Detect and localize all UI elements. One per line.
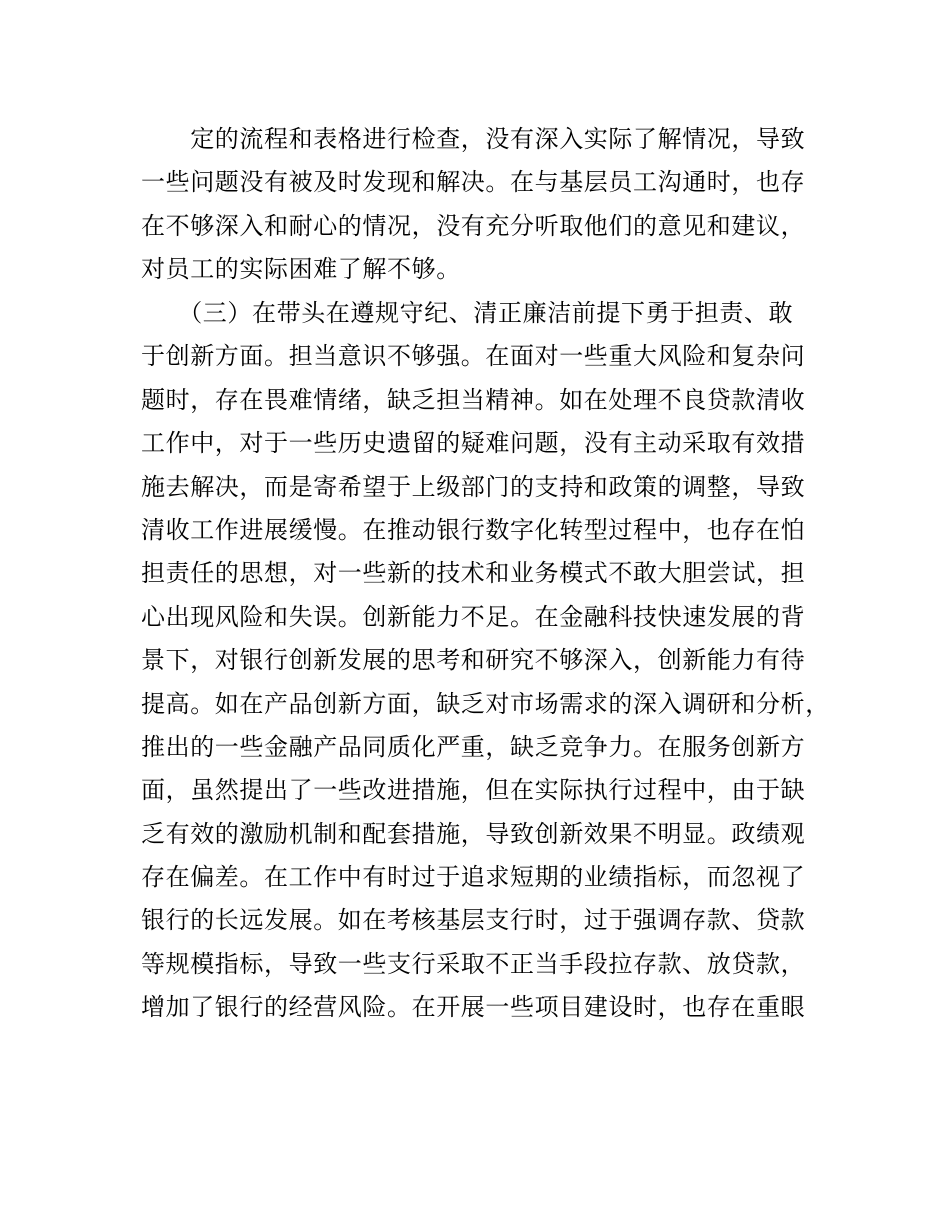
text-line: 推出的一些金融产品同质化严重，缺乏竞争力。在服务创新方 xyxy=(141,732,806,761)
text-line: 在不够深入和耐心的情况，没有充分听取他们的意见和建议， xyxy=(141,211,806,240)
text-line: 于创新方面。担当意识不够强。在面对一些重大风险和复杂问 xyxy=(141,342,806,371)
paragraph-2 xyxy=(141,292,841,1030)
text-line: 施去解决，而是寄希望于上级部门的支持和政策的调整，导致 xyxy=(141,472,806,501)
text-line: 等规模指标，导致一些支行采取不正当手段拉存款、放贷款， xyxy=(141,949,806,978)
text-line: 对员工的实际困难了解不够。 xyxy=(141,255,461,284)
text-line: 心出现风险和失误。创新能力不足。在金融科技快速发展的背 xyxy=(141,602,806,631)
text-line: 存在偏差。在工作中有时过于追求短期的业绩指标，而忽视了 xyxy=(141,863,806,892)
text-line: （三）在带头在遵规守纪、清正廉洁前提下勇于担责、敢 xyxy=(141,299,794,327)
text-line: 景下，对银行创新发展的思考和研究不够深入，创新能力有待 xyxy=(141,646,806,675)
text-line: 面，虽然提出了一些改进措施，但在实际执行过程中，由于缺 xyxy=(141,776,806,805)
text-line: 乏有效的激励机制和配套措施，导致创新效果不明显。政绩观 xyxy=(141,819,806,848)
paragraph-1 xyxy=(141,118,841,292)
text-line: 清收工作进展缓慢。在推动银行数字化转型过程中，也存在怕 xyxy=(141,515,806,544)
text-line: 工作中，对于一些历史遗留的疑难问题，没有主动采取有效措 xyxy=(141,429,806,458)
text-line: 一些问题没有被及时发现和解决。在与基层员工沟通时，也存 xyxy=(141,168,806,197)
text-line: 增加了银行的经营风险。在开展一些项目建设时，也存在重眼 xyxy=(141,993,806,1022)
text-line: 提高。如在产品创新方面，缺乏对市场需求的深入调研和分析， xyxy=(141,689,830,718)
text-line: 银行的长远发展。如在考核基层支行时，过于强调存款、贷款 xyxy=(141,906,806,935)
text-line: 担责任的思想，对一些新的技术和业务模式不敢大胆尝试，担 xyxy=(141,559,806,588)
text-line: 定的流程和表格进行检查，没有深入实际了解情况，导致 xyxy=(141,125,806,153)
text-line: 题时，存在畏难情绪，缺乏担当精神。如在处理不良贷款清收 xyxy=(141,385,806,414)
